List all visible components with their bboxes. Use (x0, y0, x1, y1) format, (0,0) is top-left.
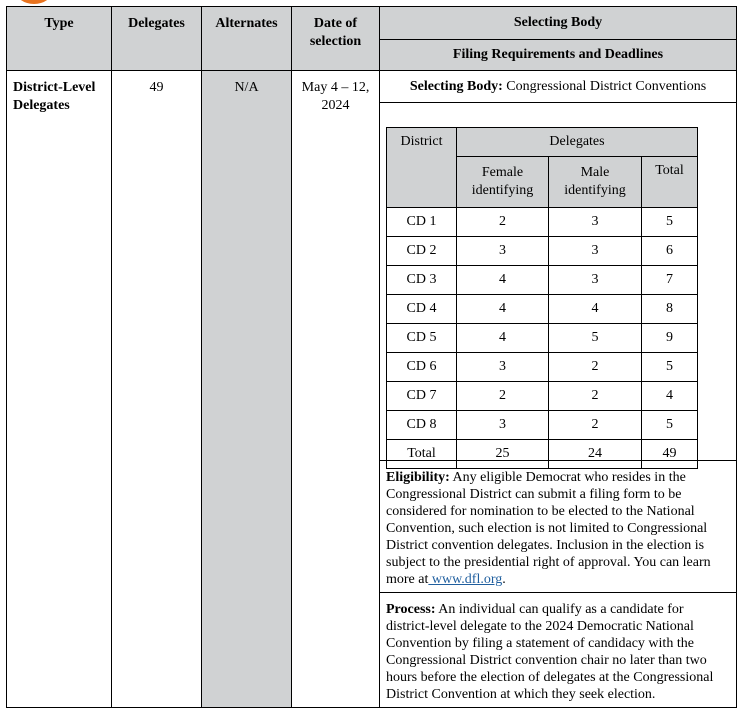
process-paragraph: Process: An individual can qualify as a candidate for district-level delegate to the 2024 Democratic National Convention by filing a statement of candidacy with the Congressional District convention chair no later than two hours before the election of delegates at the Congressional District Convention at which they seek election. (386, 602, 714, 702)
selecting-body-line: Selecting Body: Congressional District Conventions (380, 71, 736, 103)
district-female-cell: 3 (457, 353, 549, 382)
district-female-cell: 3 (457, 237, 549, 266)
header-selecting-body-label: Selecting Body (380, 7, 736, 40)
district-total-cell: 7 (642, 266, 698, 295)
district-level-row (7, 71, 737, 708)
district-district-cell: CD 3 (387, 266, 457, 295)
district-female-cell: 2 (457, 382, 549, 411)
header-delegates: Delegates (112, 7, 202, 71)
delegate-selection-table (6, 6, 737, 708)
district-total-cell: 6 (642, 237, 698, 266)
district-female-cell: 4 (457, 324, 549, 353)
header-date: Date of selection (292, 7, 380, 71)
female-header: Female identifying (457, 157, 549, 208)
district-male-cell: 2 (549, 382, 642, 411)
district-district-cell: CD 1 (387, 208, 457, 237)
district-male-cell: 3 (549, 237, 642, 266)
delegates-cell: 49 (112, 71, 202, 708)
district-male-cell: 4 (549, 295, 642, 324)
district-row (387, 237, 698, 266)
district-male-cell: 3 (549, 208, 642, 237)
district-district-cell: CD 7 (387, 382, 457, 411)
district-header: District (387, 128, 457, 208)
district-male-cell: 2 (549, 411, 642, 440)
district-district-cell: CD 4 (387, 295, 457, 324)
district-row (387, 353, 698, 382)
district-row (387, 382, 698, 411)
district-row (387, 411, 698, 440)
header-selecting-body (380, 7, 737, 71)
total-header: Total (642, 157, 698, 208)
district-female-cell: 2 (457, 208, 549, 237)
male-header: Male identifying (549, 157, 642, 208)
district-female-cell: 25 (457, 440, 549, 469)
dfl-website-link[interactable]: www.dfl.org (428, 572, 503, 587)
district-district-cell: Total (387, 440, 457, 469)
district-total-cell: 9 (642, 324, 698, 353)
header-alternates: Alternates (202, 7, 292, 71)
district-female-cell: 3 (457, 411, 549, 440)
district-row (387, 295, 698, 324)
district-total-cell: 5 (642, 411, 698, 440)
details-cell (380, 71, 737, 708)
header-row (7, 7, 737, 71)
district-female-cell: 4 (457, 295, 549, 324)
district-district-cell: CD 5 (387, 324, 457, 353)
district-total-cell: 5 (642, 353, 698, 382)
district-district-cell: CD 6 (387, 353, 457, 382)
district-total-cell: 5 (642, 208, 698, 237)
header-type: Type (7, 7, 112, 71)
date-cell: May 4 – 12, 2024 (292, 71, 380, 708)
district-male-cell: 2 (549, 353, 642, 382)
district-female-cell: 4 (457, 266, 549, 295)
district-total-cell: 8 (642, 295, 698, 324)
alternates-cell: N/A (202, 71, 292, 708)
eligibility-paragraph: Eligibility: Any eligible Democrat who resides in the Congressional District can submit a filing form to be considered for nomination to be elected to the National Convention, such election is not limited to Congressional District convention delegates. Inclusion in the election is subject to the presidential right of approval. You can learn more at www.dfl.org. (380, 461, 736, 593)
district-male-cell: 24 (549, 440, 642, 469)
district-total-cell: 49 (642, 440, 698, 469)
logo-fragment (16, 0, 52, 4)
district-total-cell: 4 (642, 382, 698, 411)
district-male-cell: 5 (549, 324, 642, 353)
type-cell: District-Level Delegates (7, 71, 112, 708)
district-district-cell: CD 8 (387, 411, 457, 440)
district-row (387, 208, 698, 237)
district-male-cell: 3 (549, 266, 642, 295)
district-row (387, 324, 698, 353)
header-filing-label: Filing Requirements and Deadlines (452, 47, 664, 62)
district-delegate-table (386, 127, 698, 469)
district-district-cell: CD 2 (387, 237, 457, 266)
district-table-wrapper (380, 103, 736, 461)
delegate-table-container (6, 6, 736, 708)
district-row (387, 266, 698, 295)
delegates-header: Delegates (457, 128, 698, 157)
